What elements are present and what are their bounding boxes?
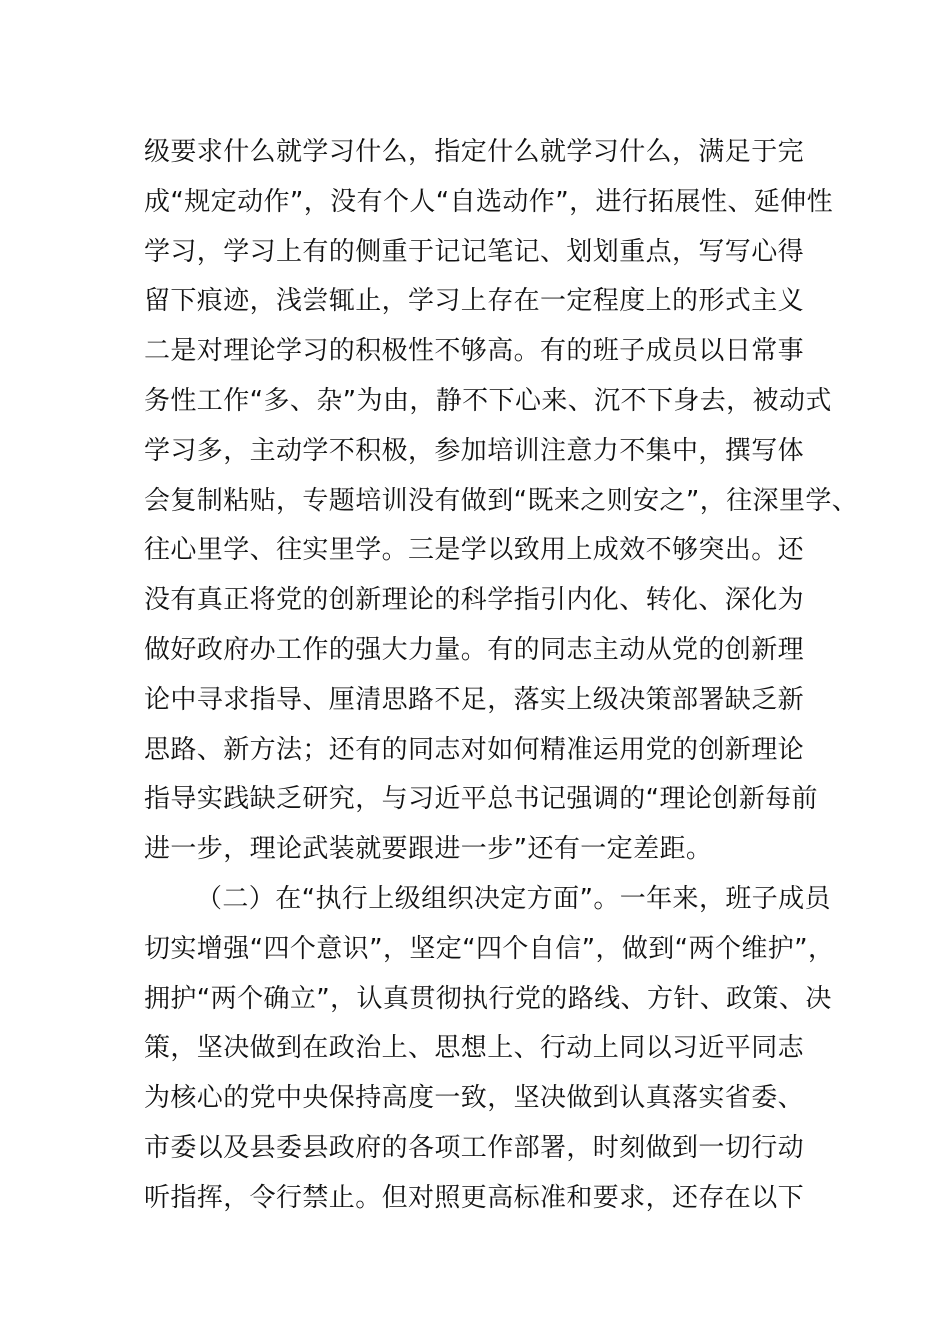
text-line-15: 进一步，理论武装就要跟进一步”还有一定差距。: [144, 834, 713, 865]
text-line-1: 级要求什么就学习什么，指定什么就学习什么，满足于完: [144, 137, 805, 167]
text-line-16: （二）在“执行上级组织决定方面”。一年来，班子成员: [196, 883, 831, 914]
text-line-6: 务性工作“多、杂”为由，静不下心来、沉不下身去，被动式: [144, 385, 832, 416]
text-line-4: 留下痕迹，浅尝辄止，学习上存在一定程度上的形式主义: [144, 286, 805, 317]
text-line-3: 学习，学习上有的侧重于记记笔记、划划重点，写写心得: [144, 236, 805, 267]
text-line-9: 往心里学、往实里学。三是学以致用上成效不够突出。还: [144, 535, 805, 566]
text-line-11: 做好政府办工作的强大力量。有的同志主动从党的创新理: [144, 634, 805, 665]
text-line-12: 论中寻求指导、厘清思路不足，落实上级决策部署缺乏新: [144, 684, 805, 715]
text-line-21: 市委以及县委县政府的各项工作部署，时刻做到一切行动: [144, 1132, 805, 1163]
text-line-2: 成“规定动作”，没有个人“自选动作”，进行拓展性、延伸性: [144, 186, 834, 217]
text-line-10: 没有真正将党的创新理论的科学指引内化、转化、深化为: [144, 585, 805, 616]
body-text: [144, 128, 859, 1224]
text-line-5: 二是对理论学习的积极性不够高。有的班子成员以日常事: [144, 336, 805, 367]
text-line-22: 听指挥，令行禁止。但对照更高标准和要求，还存在以下: [144, 1182, 805, 1213]
text-line-19: 策，坚决做到在政治上、思想上、行动上同以习近平同志: [144, 1033, 805, 1064]
text-line-17: 切实增强“四个意识”，坚定“四个自信”，做到“两个维护”，: [144, 933, 835, 964]
text-line-7: 学习多，主动学不积极，参加培训注意力不集中，撰写体: [144, 435, 805, 466]
text-line-14: 指导实践缺乏研究，与习近平总书记强调的“理论创新每前: [144, 784, 818, 815]
text-line-13: 思路、新方法；还有的同志对如何精准运用党的创新理论: [144, 734, 805, 765]
text-line-20: 为核心的党中央保持高度一致，坚决做到认真落实省委、: [144, 1083, 805, 1114]
text-line-8: 会复制粘贴，专题培训没有做到“既来之则安之”，往深里学、: [144, 485, 859, 516]
text-line-18: 拥护“两个确立”，认真贯彻执行党的路线、方针、政策、决: [144, 983, 832, 1014]
